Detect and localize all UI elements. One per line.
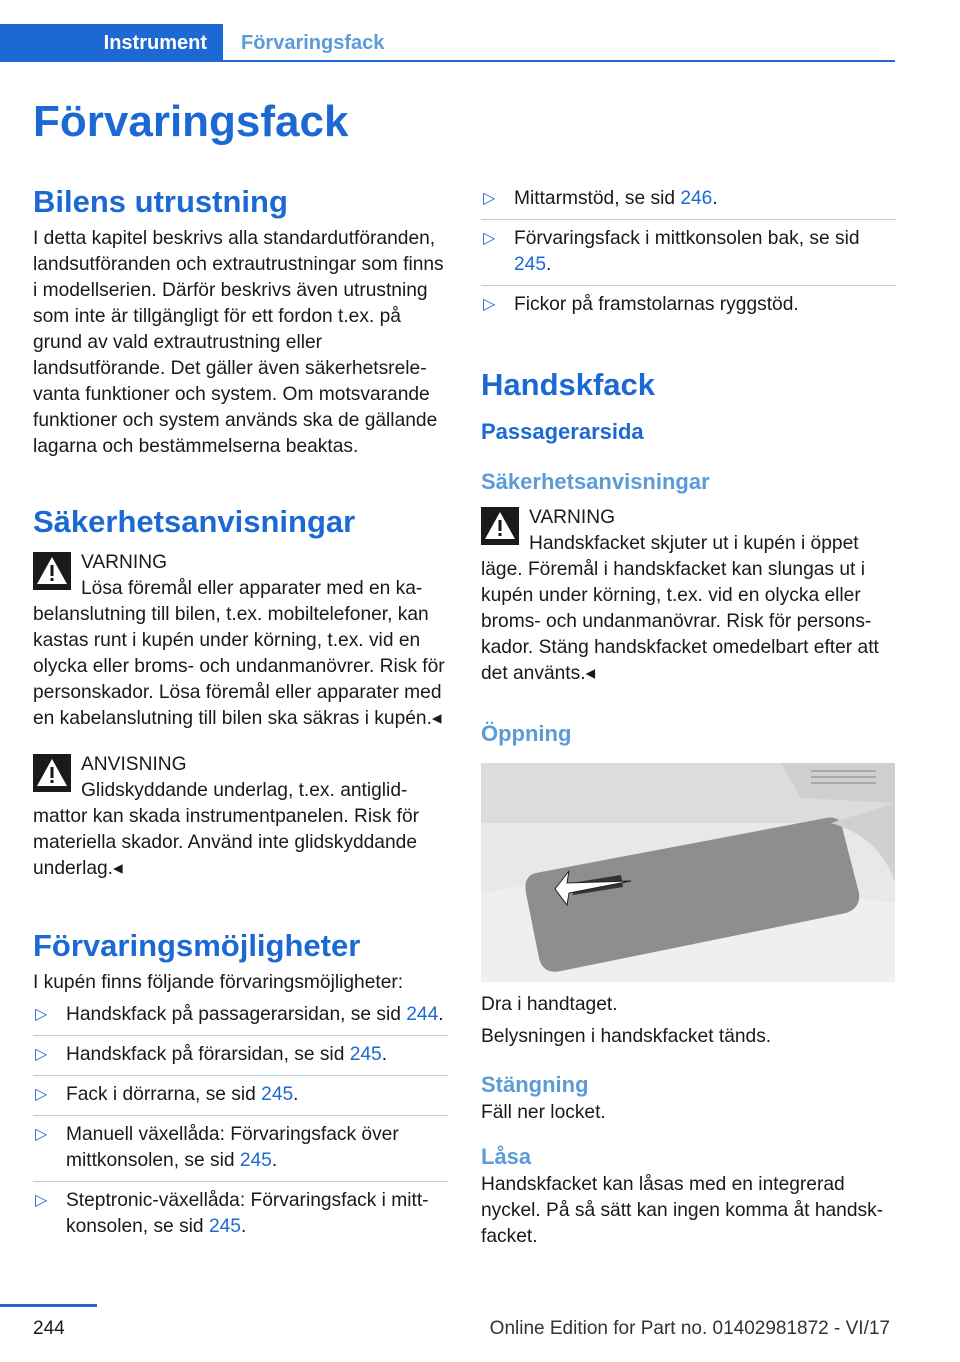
warning-icon [33, 552, 71, 590]
glovebox-photo [481, 763, 895, 982]
glovebox-heading: Handskfack [481, 367, 656, 402]
warning-text: Lösa föremål eller apparater med en kabelanslutning till bilen, t.ex. mobiltelefoner, kan kastas runt i kupén under körning, t.ex. vid en olycka eller broms- och undanmanövrer. Risk för personskador. Lösa föremål eller apparater med en kabelanslutning till bilen ska säkras i kupén.◂ [33, 578, 445, 729]
edition-note: Online Edition for Part no. 01402981872 - VI/17 [489, 1318, 890, 1339]
page-link[interactable]: 245 [261, 1084, 294, 1105]
bullet-triangle-icon: ▷ [35, 1126, 48, 1143]
storage-list [33, 1002, 448, 1247]
page-title: Förvaringsfack [33, 97, 349, 146]
opening-step-1: Dra i handtaget. [481, 994, 618, 1015]
page-link[interactable]: 246 [680, 188, 713, 209]
lock-text: Handskfacket kan låsas med en integrerad nyckel. På så sätt kan ingen komma åt handskfacket. [481, 1174, 884, 1247]
glovebox-warning-block [481, 505, 896, 687]
bullet-triangle-icon: ▷ [35, 1006, 48, 1023]
header-divider [223, 60, 895, 62]
storage-heading: Förvaringsmöjligheter [33, 928, 361, 963]
chapter-tab[interactable]: Instrument [0, 24, 223, 62]
notice-label: ANVISNING [81, 754, 187, 775]
closing-text: Fäll ner locket. [481, 1102, 606, 1123]
page-link[interactable]: 245 [208, 1216, 241, 1237]
bullet-triangle-icon: ▷ [483, 230, 496, 247]
warning-block [33, 550, 448, 732]
footer-divider [0, 1304, 97, 1307]
list-item: ▷ Handskfack på passagerarsidan, se sid 244. [33, 1002, 448, 1036]
list-item: ▷ Handskfack på förarsidan, se sid 245. [33, 1042, 448, 1076]
list-item: ▷ Mittarmstöd, se sid 246. [481, 186, 896, 220]
warning-label: VARNING [81, 552, 167, 573]
page-header [0, 24, 895, 62]
passenger-side-heading: Passagerarsida [481, 419, 644, 444]
warning-label: VARNING [529, 507, 615, 528]
page-number: 244 [33, 1318, 65, 1339]
storage-intro: I kupén finns följande förvaringsmöjligheter: [33, 972, 404, 993]
list-item: ▷ Manuell växellåda: Förvaringsfack över mittkonsolen, se sid 245. [33, 1122, 448, 1182]
page-link[interactable]: 244 [406, 1004, 439, 1025]
list-item: ▷ Fack i dörrarna, se sid 245. [33, 1082, 448, 1116]
page-link[interactable]: 245 [239, 1150, 272, 1171]
bullet-triangle-icon: ▷ [483, 190, 496, 207]
warning-text: Handskfacket skjuter ut i kupén i öppet läge. Föremål i handskfacket kan slungas ut i kupén under körning, t.ex. vid en olycka eller broms- och undanmanövrar. Risk för personskador. Stäng handskfacket omedelbart efter att det använts.◂ [481, 533, 879, 684]
storage-list-continued [481, 186, 896, 325]
section-tab[interactable]: Förvaringsfack [241, 31, 385, 54]
notice-block [33, 752, 448, 882]
opening-heading: Öppning [481, 721, 572, 746]
page-link[interactable]: 245 [349, 1044, 382, 1065]
lock-heading: Låsa [481, 1144, 532, 1169]
list-item: ▷ Steptronic-växellåda: Förvaringsfack i mittkonsolen, se sid 245. [35, 1190, 429, 1237]
glovebox-safety-heading: Säkerhetsanvisningar [481, 469, 710, 494]
bullet-triangle-icon: ▷ [35, 1192, 48, 1209]
list-item: ▷ Förvaringsfack i mittkonsolen bak, se sid 245. [481, 226, 896, 286]
page-link[interactable]: 245 [514, 254, 547, 275]
list-item: ▷ Fickor på framstolarnas ryggstöd. [481, 292, 896, 325]
left-column [33, 182, 448, 1253]
opening-step-2: Belysningen i handskfacket tänds. [481, 1026, 772, 1047]
bullet-triangle-icon: ▷ [35, 1046, 48, 1063]
bullet-triangle-icon: ▷ [483, 296, 496, 313]
notice-text: Glidskyddande underlag, t.ex. antiglidmattor kan skada instrumentpanelen. Risk för materiella skador. Använd inte glidskyddande underlag.◂ [33, 780, 420, 879]
closing-heading: Stängning [481, 1072, 589, 1097]
warning-icon [481, 507, 519, 545]
equipment-heading: Bilens utrustning [33, 184, 288, 219]
equipment-body: I detta kapitel beskrivs alla standardutföranden, landsutföranden och extrautrustningar som finns i modellserien. Därför beskrivs även utrustning som inte är tillgängligt för ett fordon t.ex. på grund av vald extrautrustning eller landsutförande. Det gäller även säkerhetsrelevanta funktioner och system. Om motsvarande funktioner och system används ska de gällande lagarna och bestämmelserna beaktas. [33, 228, 444, 457]
notice-icon [33, 754, 71, 792]
bullet-triangle-icon: ▷ [35, 1086, 48, 1103]
safety-heading: Säkerhetsanvisningar [33, 504, 356, 539]
right-column [481, 182, 896, 1250]
